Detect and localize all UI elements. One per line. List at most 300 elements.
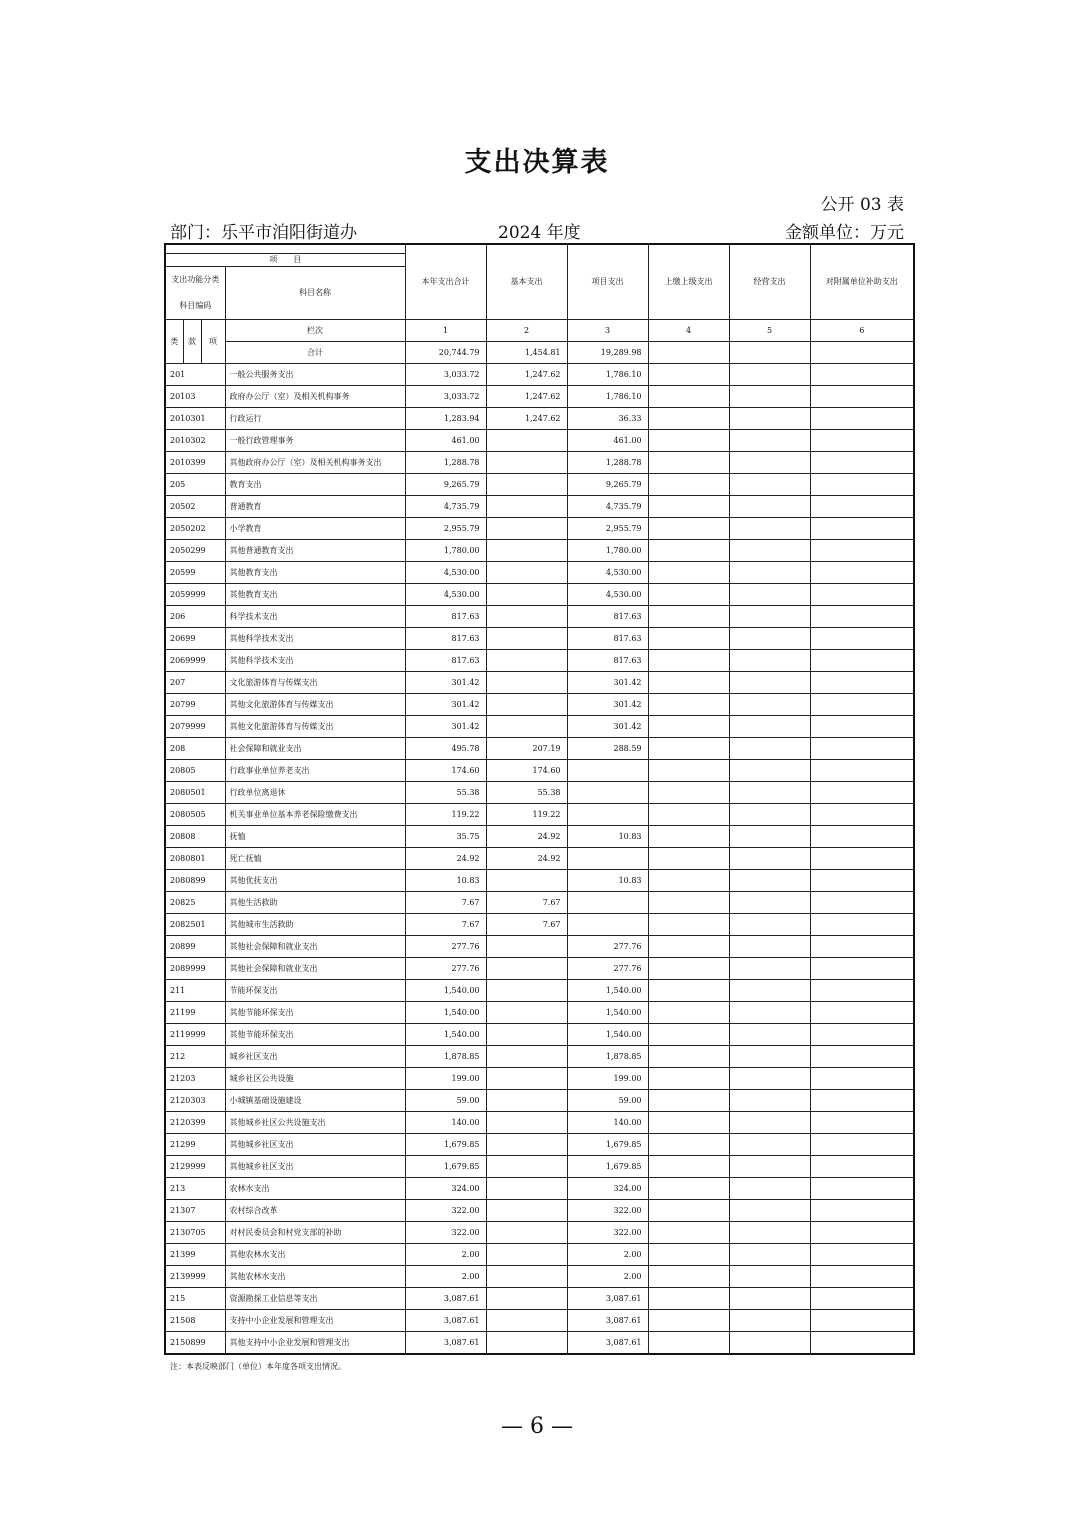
subject-code: 20808 [165, 826, 225, 848]
header-lanci: 栏次 [225, 320, 405, 342]
amount-cell [648, 1332, 729, 1355]
subject-name: 教育支出 [225, 474, 405, 496]
amount-cell: 1,540.00 [405, 1002, 486, 1024]
amount-cell [486, 1222, 567, 1244]
amount-cell [810, 584, 914, 606]
amount-cell [729, 628, 810, 650]
subject-name: 其他教育支出 [225, 584, 405, 606]
subject-name: 农林水支出 [225, 1178, 405, 1200]
header-kuan: 款 [183, 320, 201, 364]
amount-cell [729, 430, 810, 452]
amount-cell: 1,878.85 [567, 1046, 648, 1068]
amount-cell: 301.42 [405, 672, 486, 694]
subject-code: 201 [165, 364, 225, 386]
subject-code: 20805 [165, 760, 225, 782]
amount-cell [810, 1266, 914, 1288]
subject-name: 小城镇基础设施建设 [225, 1090, 405, 1112]
amount-cell [648, 1310, 729, 1332]
subject-name: 其他城市生活救助 [225, 914, 405, 936]
amount-cell: 9,265.79 [567, 474, 648, 496]
amount-cell [486, 562, 567, 584]
amount-cell [486, 1002, 567, 1024]
subject-code: 213 [165, 1178, 225, 1200]
amount-cell [729, 1200, 810, 1222]
table-row [165, 694, 914, 716]
subject-code: 2050202 [165, 518, 225, 540]
amount-cell [648, 1134, 729, 1156]
amount-cell [729, 1112, 810, 1134]
amount-cell: 4,530.00 [567, 584, 648, 606]
amount-cell [810, 782, 914, 804]
header-subject-name: 科目名称 [225, 267, 405, 320]
total-value [810, 342, 914, 364]
table-row [165, 606, 914, 628]
table-row [165, 1288, 914, 1310]
table-row [165, 936, 914, 958]
subject-code: 20502 [165, 496, 225, 518]
amount-cell: 10.83 [567, 870, 648, 892]
col-number: 2 [486, 320, 567, 342]
amount-cell: 2,955.79 [405, 518, 486, 540]
amount-cell: 207.19 [486, 738, 567, 760]
amount-cell: 817.63 [567, 650, 648, 672]
amount-cell: 2,955.79 [567, 518, 648, 540]
subject-name: 其他生活救助 [225, 892, 405, 914]
subject-code: 20699 [165, 628, 225, 650]
amount-cell: 7.67 [486, 914, 567, 936]
amount-cell: 24.92 [486, 848, 567, 870]
subject-code: 212 [165, 1046, 225, 1068]
amount-cell [729, 760, 810, 782]
amount-cell [486, 1090, 567, 1112]
table-row [165, 540, 914, 562]
table-row [165, 870, 914, 892]
amount-cell: 324.00 [567, 1178, 648, 1200]
amount-cell: 1,780.00 [405, 540, 486, 562]
amount-cell [729, 518, 810, 540]
col-number: 1 [405, 320, 486, 342]
subject-code: 21399 [165, 1244, 225, 1266]
amount-cell: 322.00 [567, 1200, 648, 1222]
amount-cell [648, 496, 729, 518]
amount-cell [486, 430, 567, 452]
amount-cell: 9,265.79 [405, 474, 486, 496]
amount-cell: 2.00 [405, 1244, 486, 1266]
amount-cell [729, 408, 810, 430]
amount-cell [810, 694, 914, 716]
amount-cell: 174.60 [405, 760, 486, 782]
amount-cell: 3,087.61 [567, 1332, 648, 1355]
amount-cell: 301.42 [405, 716, 486, 738]
amount-cell [810, 958, 914, 980]
subject-name: 抚恤 [225, 826, 405, 848]
amount-cell [810, 826, 914, 848]
amount-cell [648, 474, 729, 496]
amount-cell [486, 1288, 567, 1310]
amount-cell [729, 1244, 810, 1266]
total-value [729, 342, 810, 364]
amount-cell: 461.00 [405, 430, 486, 452]
amount-cell [729, 452, 810, 474]
amount-cell: 4,530.00 [567, 562, 648, 584]
subject-name: 一般公共服务支出 [225, 364, 405, 386]
amount-cell: 36.33 [567, 408, 648, 430]
amount-cell [810, 1222, 914, 1244]
header-lei: 类 [165, 320, 183, 364]
amount-cell [648, 914, 729, 936]
subject-name: 死亡抚恤 [225, 848, 405, 870]
table-row [165, 474, 914, 496]
amount-cell [486, 1178, 567, 1200]
amount-cell [810, 1244, 914, 1266]
subject-name: 政府办公厅（室）及相关机构事务 [225, 386, 405, 408]
amount-cell [648, 650, 729, 672]
subject-code: 20825 [165, 892, 225, 914]
amount-cell [648, 958, 729, 980]
amount-cell [729, 672, 810, 694]
amount-cell [486, 606, 567, 628]
amount-cell [648, 540, 729, 562]
amount-cell [729, 650, 810, 672]
amount-cell [729, 1332, 810, 1355]
amount-cell [810, 606, 914, 628]
amount-cell [810, 980, 914, 1002]
amount-cell: 1,247.62 [486, 364, 567, 386]
amount-cell [648, 408, 729, 430]
amount-unit: 金额单位：万元 [785, 223, 904, 243]
amount-cell [486, 452, 567, 474]
col-header-project: 项目支出 [567, 244, 648, 320]
table-row [165, 562, 914, 584]
amount-cell: 24.92 [405, 848, 486, 870]
amount-cell [810, 518, 914, 540]
table-row [165, 452, 914, 474]
amount-cell: 3,087.61 [405, 1310, 486, 1332]
subject-code: 2080801 [165, 848, 225, 870]
amount-cell: 322.00 [567, 1222, 648, 1244]
subject-code: 2139999 [165, 1266, 225, 1288]
amount-cell [810, 1134, 914, 1156]
total-value: 1,454.81 [486, 342, 567, 364]
amount-cell: 4,735.79 [567, 496, 648, 518]
amount-cell [486, 1046, 567, 1068]
subject-code: 2010302 [165, 430, 225, 452]
amount-cell: 3,087.61 [405, 1288, 486, 1310]
table-row [165, 826, 914, 848]
amount-cell: 1,540.00 [567, 1002, 648, 1024]
amount-cell [810, 474, 914, 496]
amount-cell [648, 430, 729, 452]
amount-cell: 301.42 [567, 672, 648, 694]
table-row [165, 496, 914, 518]
amount-cell [648, 386, 729, 408]
amount-cell [729, 914, 810, 936]
subject-name: 其他农林水支出 [225, 1244, 405, 1266]
table-row [165, 518, 914, 540]
subject-code: 2080505 [165, 804, 225, 826]
subject-name: 小学教育 [225, 518, 405, 540]
amount-cell [648, 1178, 729, 1200]
table-row [165, 804, 914, 826]
amount-cell [648, 738, 729, 760]
subject-code: 2089999 [165, 958, 225, 980]
table-row [165, 958, 914, 980]
amount-cell [729, 540, 810, 562]
amount-cell: 4,735.79 [405, 496, 486, 518]
amount-cell: 1,247.62 [486, 408, 567, 430]
amount-cell: 174.60 [486, 760, 567, 782]
amount-cell [567, 782, 648, 804]
amount-cell [810, 364, 914, 386]
amount-cell: 817.63 [567, 606, 648, 628]
amount-cell [729, 936, 810, 958]
col-header-total: 本年支出合计 [405, 244, 486, 320]
amount-cell [648, 1046, 729, 1068]
amount-cell [729, 386, 810, 408]
col-number: 5 [729, 320, 810, 342]
subject-name: 其他科学技术支出 [225, 650, 405, 672]
amount-cell: 1,786.10 [567, 364, 648, 386]
amount-cell: 1,540.00 [405, 980, 486, 1002]
subject-name: 其他科学技术支出 [225, 628, 405, 650]
table-row [165, 672, 914, 694]
subject-name: 其他优抚支出 [225, 870, 405, 892]
table-row [165, 1178, 914, 1200]
amount-cell [810, 672, 914, 694]
amount-cell: 322.00 [405, 1222, 486, 1244]
amount-cell [486, 1266, 567, 1288]
table-row [165, 1090, 914, 1112]
subject-code: 20899 [165, 936, 225, 958]
amount-cell [567, 760, 648, 782]
amount-cell [648, 628, 729, 650]
amount-cell [729, 1178, 810, 1200]
subject-name: 普通教育 [225, 496, 405, 518]
amount-cell [648, 1068, 729, 1090]
subject-code: 2010301 [165, 408, 225, 430]
table-row [165, 1156, 914, 1178]
amount-cell [486, 1332, 567, 1355]
amount-cell: 817.63 [405, 628, 486, 650]
amount-cell [729, 606, 810, 628]
table-row [165, 980, 914, 1002]
subject-code: 2129999 [165, 1156, 225, 1178]
table-row [165, 1046, 914, 1068]
subject-name: 其他文化旅游体育与传媒支出 [225, 694, 405, 716]
amount-cell [648, 1244, 729, 1266]
subject-code: 211 [165, 980, 225, 1002]
col-header-basic: 基本支出 [486, 244, 567, 320]
table-row [165, 1310, 914, 1332]
header-xiang: 项 [201, 320, 225, 364]
amount-cell [810, 496, 914, 518]
subject-code: 21199 [165, 1002, 225, 1024]
amount-cell [648, 826, 729, 848]
amount-cell [810, 430, 914, 452]
amount-cell [729, 958, 810, 980]
subject-name: 其他政府办公厅（室）及相关机构事务支出 [225, 452, 405, 474]
subject-name: 其他社会保障和就业支出 [225, 958, 405, 980]
subject-code: 21203 [165, 1068, 225, 1090]
amount-cell [486, 1024, 567, 1046]
table-row [165, 584, 914, 606]
subject-name: 资源勘探工业信息等支出 [225, 1288, 405, 1310]
amount-cell [648, 782, 729, 804]
amount-cell [810, 1178, 914, 1200]
amount-cell [810, 386, 914, 408]
amount-cell [810, 650, 914, 672]
amount-cell [810, 804, 914, 826]
amount-cell [648, 1222, 729, 1244]
amount-cell: 2.00 [567, 1266, 648, 1288]
amount-cell: 1,288.78 [405, 452, 486, 474]
header-blank-cell [165, 244, 405, 254]
amount-cell: 1,679.85 [567, 1156, 648, 1178]
table-row [165, 430, 914, 452]
subject-code: 21299 [165, 1134, 225, 1156]
amount-cell [729, 584, 810, 606]
amount-cell: 1,283.94 [405, 408, 486, 430]
subject-code: 2079999 [165, 716, 225, 738]
table-row [165, 848, 914, 870]
amount-cell [648, 1024, 729, 1046]
amount-cell: 301.42 [567, 716, 648, 738]
table-row [165, 1222, 914, 1244]
amount-cell [729, 1156, 810, 1178]
table-row [165, 782, 914, 804]
table-row [165, 914, 914, 936]
amount-cell [810, 1046, 914, 1068]
col-number: 3 [567, 320, 648, 342]
amount-cell [648, 936, 729, 958]
amount-cell [729, 716, 810, 738]
amount-cell: 119.22 [486, 804, 567, 826]
col-header-operating: 经营支出 [729, 244, 810, 320]
amount-cell [486, 540, 567, 562]
amount-cell [810, 452, 914, 474]
amount-cell: 3,087.61 [405, 1332, 486, 1355]
amount-cell [729, 562, 810, 584]
amount-cell [648, 804, 729, 826]
amount-cell: 277.76 [405, 958, 486, 980]
amount-cell [810, 848, 914, 870]
table-row [165, 760, 914, 782]
table-row [165, 1332, 914, 1355]
amount-cell [648, 716, 729, 738]
amount-cell [810, 870, 914, 892]
amount-cell [729, 892, 810, 914]
amount-cell [486, 1134, 567, 1156]
amount-cell [486, 496, 567, 518]
table-row [165, 364, 914, 386]
amount-cell [648, 562, 729, 584]
amount-cell [486, 936, 567, 958]
total-label: 合计 [225, 342, 405, 364]
amount-cell: 1,679.85 [405, 1134, 486, 1156]
amount-cell [648, 870, 729, 892]
col-header-subsidiary: 对附属单位补助支出 [810, 244, 914, 320]
amount-cell [648, 1112, 729, 1134]
table-row [165, 408, 914, 430]
subject-code: 208 [165, 738, 225, 760]
amount-cell [648, 892, 729, 914]
table-row [165, 1200, 914, 1222]
amount-cell [729, 1310, 810, 1332]
amount-cell [810, 1156, 914, 1178]
amount-cell: 324.00 [405, 1178, 486, 1200]
amount-cell [486, 584, 567, 606]
subject-name: 一般行政管理事务 [225, 430, 405, 452]
subject-code: 2069999 [165, 650, 225, 672]
table-row [165, 1024, 914, 1046]
amount-cell: 35.75 [405, 826, 486, 848]
amount-cell [729, 1090, 810, 1112]
subject-name: 其他教育支出 [225, 562, 405, 584]
amount-cell [729, 694, 810, 716]
amount-cell [729, 870, 810, 892]
amount-cell: 1,540.00 [567, 1024, 648, 1046]
amount-cell [486, 870, 567, 892]
total-value [648, 342, 729, 364]
subject-code: 205 [165, 474, 225, 496]
subject-name: 机关事业单位基本养老保险缴费支出 [225, 804, 405, 826]
subject-code: 21307 [165, 1200, 225, 1222]
amount-cell: 199.00 [405, 1068, 486, 1090]
amount-cell: 322.00 [405, 1200, 486, 1222]
amount-cell [810, 540, 914, 562]
subject-name: 其他城乡社区支出 [225, 1156, 405, 1178]
table-row [165, 738, 914, 760]
amount-cell [648, 518, 729, 540]
col-number: 6 [810, 320, 914, 342]
amount-cell: 55.38 [486, 782, 567, 804]
subject-name: 其他文化旅游体育与传媒支出 [225, 716, 405, 738]
amount-cell [486, 694, 567, 716]
amount-cell: 2.00 [567, 1244, 648, 1266]
amount-cell: 1,679.85 [405, 1156, 486, 1178]
subject-name: 行政单位离退休 [225, 782, 405, 804]
amount-cell [648, 1266, 729, 1288]
subject-name: 其他节能环保支出 [225, 1002, 405, 1024]
amount-cell: 2.00 [405, 1266, 486, 1288]
amount-cell [648, 584, 729, 606]
amount-cell [810, 1024, 914, 1046]
subject-code: 2150899 [165, 1332, 225, 1355]
amount-cell [810, 408, 914, 430]
amount-cell [729, 1134, 810, 1156]
amount-cell: 59.00 [567, 1090, 648, 1112]
amount-cell: 277.76 [567, 936, 648, 958]
amount-cell [486, 1068, 567, 1090]
amount-cell [648, 1288, 729, 1310]
amount-cell [486, 628, 567, 650]
fiscal-year: 2024 年度 [498, 223, 581, 243]
amount-cell [648, 1200, 729, 1222]
amount-cell [810, 892, 914, 914]
amount-cell [729, 1222, 810, 1244]
amount-cell [810, 1112, 914, 1134]
amount-cell [729, 474, 810, 496]
amount-cell: 4,530.00 [405, 562, 486, 584]
amount-cell: 1,878.85 [405, 1046, 486, 1068]
amount-cell: 140.00 [405, 1112, 486, 1134]
header-code-group: 支出功能分类科目编码 [165, 267, 225, 320]
amount-cell [810, 1288, 914, 1310]
amount-cell: 277.76 [567, 958, 648, 980]
amount-cell [648, 694, 729, 716]
form-number: 公开 03 表 [820, 195, 904, 215]
table-row [165, 1266, 914, 1288]
